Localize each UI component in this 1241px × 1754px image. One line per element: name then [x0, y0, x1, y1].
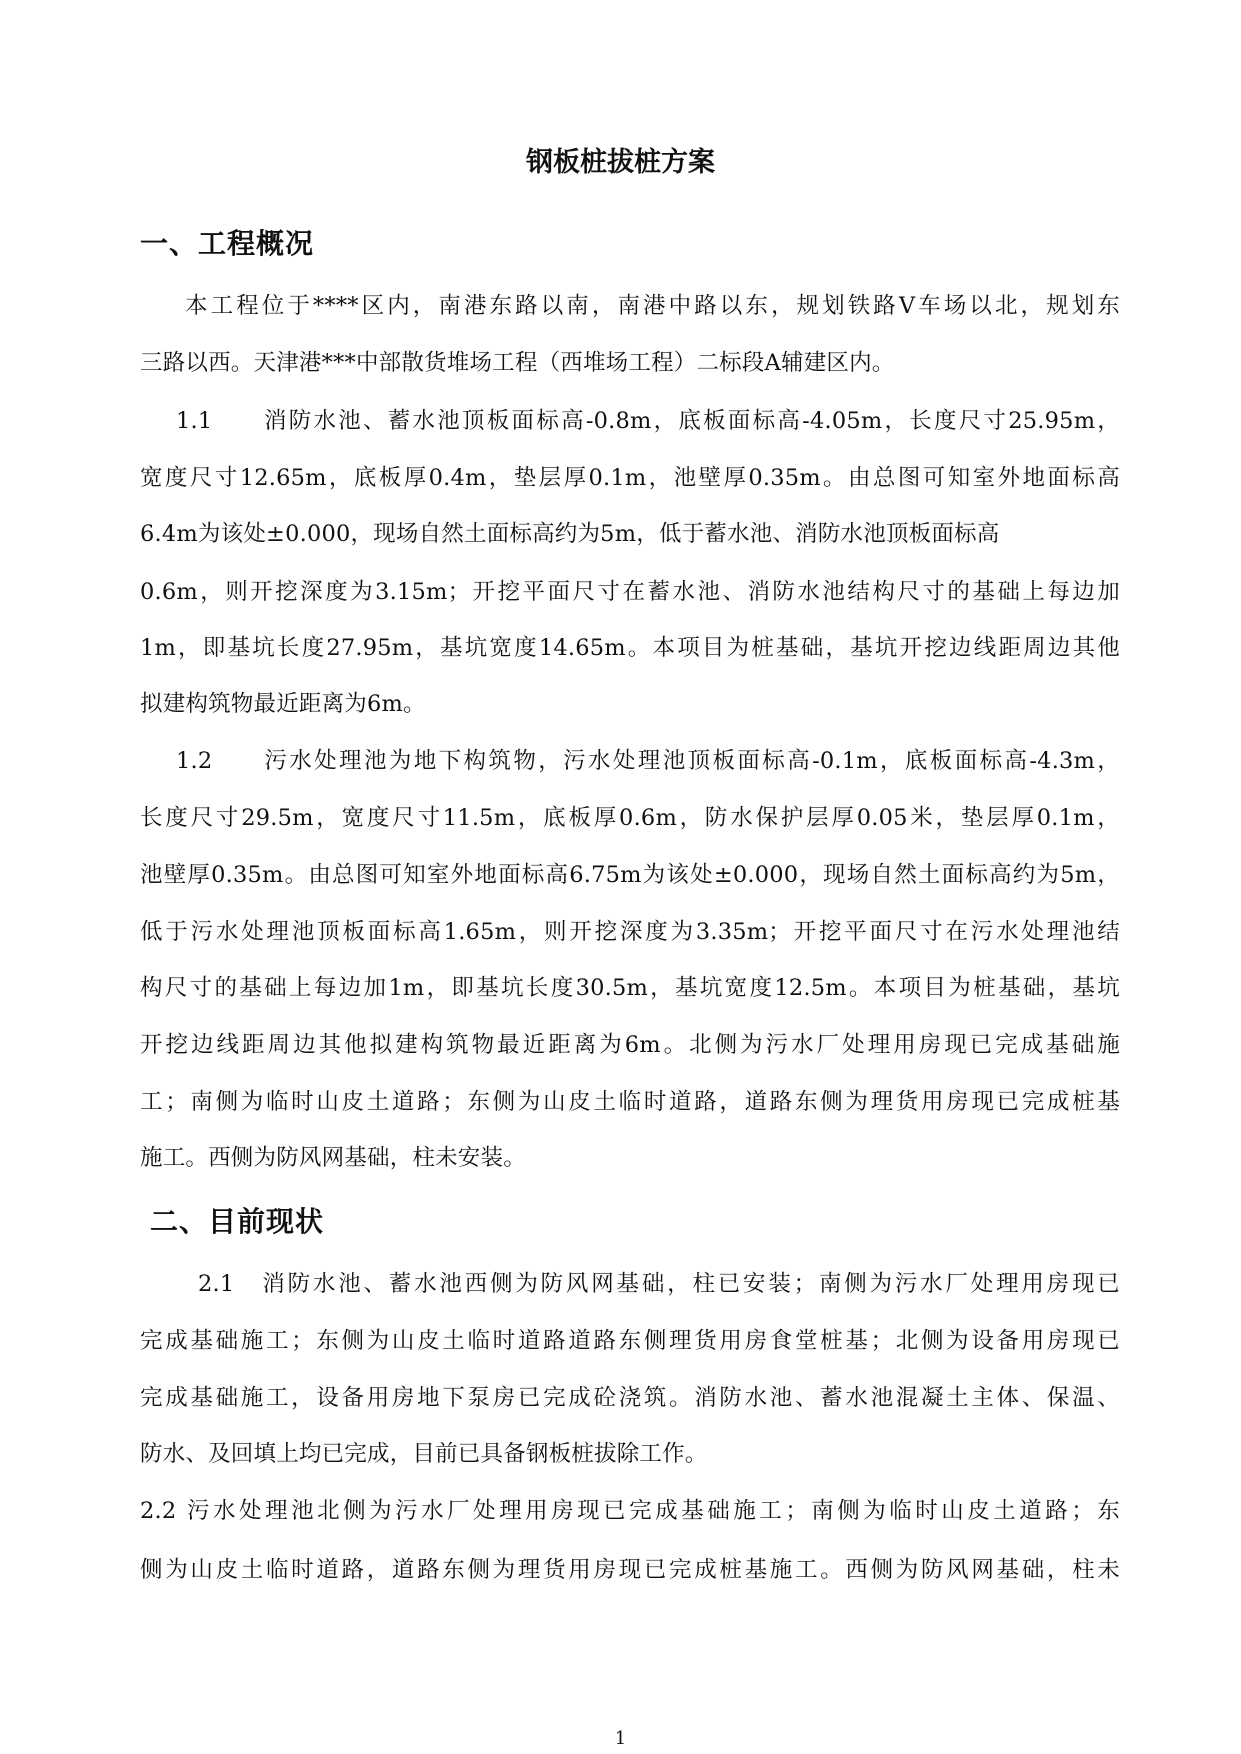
paragraph-line: 完成基础施工，设备用房地下泵房已完成砼浇筑。消防水池、蓄水池混凝土主体、保温、	[140, 1385, 1120, 1411]
page-number: 1	[614, 1728, 627, 1749]
paragraph-line: 1.2 污水处理池为地下构筑物，污水处理池顶板面标高-0.1m，底板面标高-4.3m，	[176, 748, 1120, 774]
paragraph-line: 低于污水处理池顶板面标高1.65m，则开挖深度为3.35m；开挖平面尺寸在污水处理池结	[140, 919, 1120, 945]
paragraph-line: 工；南侧为临时山皮土道路；东侧为山皮土临时道路，道路东侧为理货用房现已完成桩基	[140, 1089, 1120, 1115]
paragraph-line: 1m，即基坑长度27.95m，基坑宽度14.65m。本项目为桩基础，基坑开挖边线距周边其他	[140, 635, 1120, 661]
paragraph-line: 施工。西侧为防风网基础，柱未安装。	[140, 1145, 526, 1171]
paragraph-line: 1.1 消防水池、蓄水池顶板面标高-0.8m，底板面标高-4.05m，长度尺寸25.95m，	[176, 408, 1120, 434]
paragraph-line: 构尺寸的基础上每边加1m，即基坑长度30.5m，基坑宽度12.5m。本项目为桩基础，基坑	[140, 975, 1120, 1001]
paragraph-line: 侧为山皮土临时道路，道路东侧为理货用房现已完成桩基施工。西侧为防风网基础，柱未	[140, 1557, 1120, 1583]
paragraph-line: 开挖边线距周边其他拟建构筑物最近距离为6m。北侧为污水厂处理用房现已完成基础施	[140, 1032, 1120, 1058]
paragraph-line: 池壁厚0.35m。由总图可知室外地面标高6.75m为该处±0.000，现场自然土面标高约为5m，	[140, 862, 1120, 888]
paragraph-line: 三路以西。天津港***中部散货堆场工程（西堆场工程）二标段A辅建区内。	[140, 350, 895, 376]
paragraph-line: 完成基础施工；东侧为山皮土临时道路道路东侧理货用房食堂桩基；北侧为设备用房现已	[140, 1328, 1120, 1354]
section-heading-overview: 一、工程概况	[140, 227, 315, 260]
paragraph-line: 防水、及回填上均已完成，目前已具备钢板桩拔除工作。	[140, 1441, 708, 1467]
paragraph-line: 长度尺寸29.5m，宽度尺寸11.5m，底板厚0.6m，防水保护层厚0.05米，垫层厚0.1m，	[140, 805, 1120, 831]
section-heading-status: 二、目前现状	[150, 1205, 325, 1238]
paragraph-line: 0.6m，则开挖深度为3.15m；开挖平面尺寸在蓄水池、消防水池结构尺寸的基础上每边加	[140, 579, 1120, 605]
paragraph-line: 宽度尺寸12.65m，底板厚0.4m，垫层厚0.1m，池壁厚0.35m。由总图可知室外地面标高	[140, 465, 1120, 491]
document-title: 钢板桩拔桩方案	[526, 147, 715, 178]
paragraph-line: 2.2 污水处理池北侧为污水厂处理用房现已完成基础施工；南侧为临时山皮土道路；东	[140, 1498, 1120, 1524]
paragraph-line: 本工程位于****区内，南港东路以南，南港中路以东，规划铁路Ⅴ车场以北，规划东	[185, 293, 1120, 319]
paragraph-line: 2.1 消防水池、蓄水池西侧为防风网基础，柱已安装；南侧为污水厂处理用房现已	[198, 1271, 1120, 1297]
paragraph-line: 6.4m为该处±0.000，现场自然土面标高约为5m，低于蓄水池、消防水池顶板面标高	[140, 521, 1000, 547]
paragraph-line: 拟建构筑物最近距离为6m。	[140, 691, 426, 717]
